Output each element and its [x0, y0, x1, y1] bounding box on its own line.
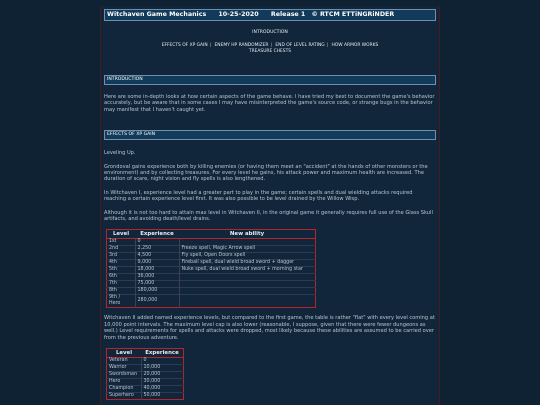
table-row: [107, 393, 184, 400]
table-cell: [179, 295, 316, 308]
table-row: [107, 295, 316, 308]
table-header: Experience: [141, 349, 184, 358]
table-cell: 4th: [107, 260, 136, 267]
table-row: [107, 260, 316, 267]
table-row: [107, 267, 316, 274]
nav-link-treasure-chests[interactable]: TREASURE CHESTS: [248, 49, 292, 54]
table-cell: 40,000: [141, 386, 184, 393]
section-header-introduction: INTRODUCTION: [104, 75, 436, 85]
table-cell: 50,000: [141, 393, 184, 400]
table-row: [107, 365, 184, 372]
table-row: [107, 246, 316, 253]
table-cell: 1st: [107, 239, 136, 246]
xp-paragraph-3: Although it is not too hard to attain max level in Witchaven II, in the original game it generally requires full use of the Glass Skull artifacts, and avoiding death/level drains.: [104, 209, 433, 223]
xp-paragraph-2: In Witchaven I, experience level had a greater part to play in the game; certain spells and dual wielding attacks required reaching a certain experience level first. It was also possible to be level drained by the Willow Wisp.: [104, 189, 413, 203]
table-cell: 7th: [107, 281, 136, 288]
table-cell: 9th / Hero: [107, 295, 136, 308]
section-nav: EFFECTS OF XP GAIN | ENEMY HP RANDOMIZER | END OF LEVEL RATING | HOW ARMOR WORKS TREASURE CHESTS: [161, 43, 379, 54]
table-cell: 9,000: [135, 260, 179, 267]
section-header-xp-gain: EFFECTS OF XP GAIN: [104, 130, 436, 140]
table-cell: 8th: [107, 288, 136, 295]
table-row: [107, 253, 316, 260]
table-cell: Fireball spell, dual wield broad sword + dagger: [179, 260, 316, 267]
table-cell: Veteran: [107, 358, 142, 365]
table-cell: 10,000: [141, 365, 184, 372]
table-row: [107, 386, 184, 393]
table-row: [107, 288, 316, 295]
table-cell: 3rd: [107, 253, 136, 260]
table-cell: 18,000: [135, 267, 179, 274]
page-title-bar: [104, 9, 436, 21]
table-cell: [179, 281, 316, 288]
table-cell: [179, 239, 316, 246]
table-row: [107, 358, 184, 365]
table-row: [107, 379, 184, 386]
xp-level-table-witchaven1: [106, 229, 316, 308]
table-cell: Nuke spell, dual wield broad sword + morning star: [179, 267, 316, 274]
table-header: Level: [107, 349, 142, 358]
table-row: [107, 274, 316, 281]
table-cell: 6th: [107, 274, 136, 281]
table-header: Level: [107, 230, 136, 239]
table-cell: 30,000: [141, 379, 184, 386]
table-cell: 180,000: [135, 288, 179, 295]
nav-link-introduction[interactable]: INTRODUCTION: [252, 30, 288, 35]
nav-link-how-armor-works[interactable]: HOW ARMOR WORKS: [331, 43, 379, 48]
table-cell: [179, 274, 316, 281]
table-cell: Superhero: [107, 393, 142, 400]
leveling-up-heading: Leveling Up.: [104, 150, 136, 157]
page-copyright: © RTCM ETTiNGRiNDER: [311, 11, 395, 18]
table-cell: 75,000: [135, 281, 179, 288]
table-cell: [179, 288, 316, 295]
table-cell: Swordsman: [107, 372, 142, 379]
xp-paragraph-4: Witchaven II added named experience levels, but compared to the first game, the table is rather "flat" with every level coming at 10,000 point intervals. The maximum level cap is also lower (reasonable, I suppose, given that there were fewer dungeons as well.) Level requirements for spells and attacks were dropped, most likely because these abilities are assumed to be carried over from the previous adventure.: [104, 315, 435, 341]
table-header: New ability: [179, 230, 316, 239]
table-cell: 20,000: [141, 372, 184, 379]
nav-link-effects-of-xp-gain[interactable]: EFFECTS OF XP GAIN: [161, 43, 208, 48]
page-release: Release 1: [270, 11, 306, 18]
nav-link-end-of-level-rating[interactable]: END OF LEVEL RATING: [275, 43, 325, 48]
table-row: [107, 372, 184, 379]
page-title: Witchaven Game Mechanics: [107, 11, 207, 18]
table-cell: 280,000: [135, 295, 179, 308]
table-row: [107, 239, 316, 246]
table-cell: Warrior: [107, 365, 142, 372]
xp-level-table-witchaven2: [106, 348, 184, 400]
table-cell: Fly spell, Open Doors spell: [179, 253, 316, 260]
xp-paragraph-1: Grondoval gains experience both by killing enemies (or having them meet an "accident" at the hands of other monsters or the environment) and by collecting treasures. For every level he gains, his attack power and maximum health are increased. The duration of scare, night vision and fly spells is also lengthened.: [104, 163, 428, 183]
table-cell: 0: [141, 358, 184, 365]
page-content: [100, 6, 440, 405]
intro-paragraph: Here are some in-depth looks at how certain aspects of the game behave. I have tried my best to document the game's behavior accurately, but be aware that in some cases I may have misinterpreted the game's source code, or strange bugs in the behavior may manifest that I haven't caught yet.: [104, 94, 435, 113]
table-cell: 5th: [107, 267, 136, 274]
table-row: [107, 281, 316, 288]
table-cell: 0: [135, 239, 179, 246]
table-cell: Hero: [107, 379, 142, 386]
table-cell: 4,500: [135, 253, 179, 260]
page-date: 10-25-2020: [218, 11, 259, 18]
nav-link-enemy-hp-randomizer[interactable]: ENEMY HP RANDOMIZER: [214, 43, 269, 48]
table-cell: Freeze spell, Magic Arrow spell: [179, 246, 316, 253]
table-header: Experience: [135, 230, 179, 239]
table-cell: Champion: [107, 386, 142, 393]
table-cell: 2,250: [135, 246, 179, 253]
table-cell: 2nd: [107, 246, 136, 253]
table-cell: 36,000: [135, 274, 179, 281]
